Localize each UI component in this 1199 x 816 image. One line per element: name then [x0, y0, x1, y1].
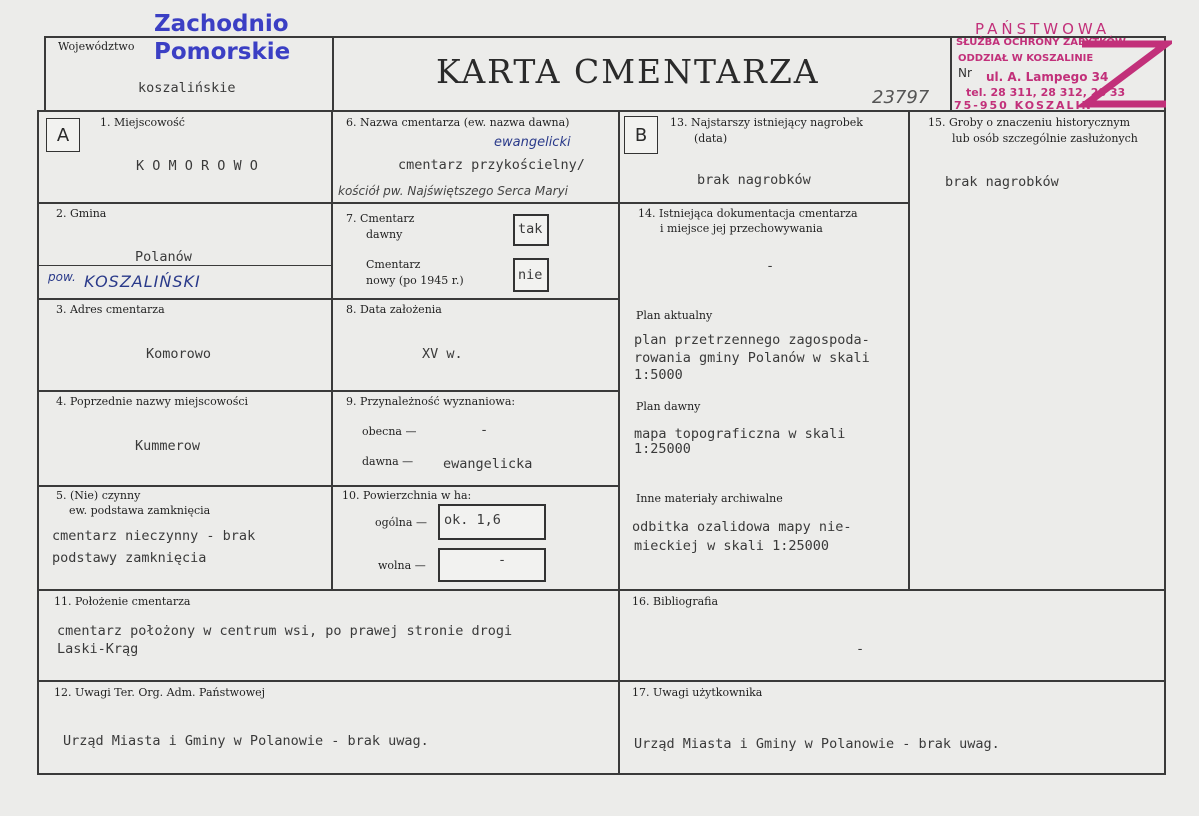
- field-16-label: 16. Bibliografia: [632, 595, 719, 608]
- region-stamp-line2: Pomorskie: [154, 39, 291, 65]
- voivodeship-value: koszalińskie: [138, 80, 236, 96]
- stamp-z-mark: [1078, 38, 1172, 112]
- card-title: KARTA CMENTARZA: [436, 52, 820, 91]
- field-12-label: 12. Uwagi Ter. Org. Adm. Państwowej: [54, 686, 266, 699]
- field-5-value-line2: podstawy zamknięcia: [52, 550, 207, 566]
- field-10-free-label: wolna —: [378, 559, 426, 572]
- field-6-hand-bottom: kościół pw. Najświętszego Serca Maryi: [338, 184, 569, 198]
- field-8-value: XV w.: [422, 346, 463, 362]
- field-14-value: -: [766, 258, 775, 274]
- field-15-label-line1: 15. Groby o znaczeniu historycznym: [928, 116, 1131, 129]
- field-14-label-line2: i miejsce jej przechowywania: [660, 222, 823, 235]
- cemetery-record-card: Województwo koszalińskie Zachodnio Pomorskie KARTA CMENTARZA 23797 PAŃSTWOWA SŁUŻBA OCHRONY ZABYTKÓW ODDZIAŁ W KOSZALINIE Nr ul. A. Lampego 34 tel. 28 311, 28 312, 28 33 75-950 KOSZALIN A 1. Miejscowość K O M O R O W O 2. Gmina Polanów pow. KOSZALIŃSKI 3. Adres cmentarza Komorowo 4. Poprzednie nazwy miejscowości Kummerow 5. (Nie) czynny ew. podstawa zamknięcia cmentarz nieczynny - brak podstawy zamknięcia 6. Nazwa cmentarza (ew. nazwa dawna) ewangelicki cmentarz przykościelny/ kościół pw. Najświętszego Serca Maryi 7. Cmentarz dawny tak Cmentarz nowy (po 1945 r.) nie 8. Data założenia XV w. 9. Przynależność wyznaniowa: obecna — - dawna — ewangelicka 10. Powierzchnia w ha: ogólna — ok. 1,6 wolna — - B 13. Najstarszy istniejący nagrobek (data) brak nagrobków 14. Istniejąca dokumentacja cmentarza i miejsce jej przechowywania - Plan aktualny plan przetrzennego zagospoda- rowania gminy Polanów w skali 1:5000 Plan dawny mapa topograficzna w skali 1:25000 Inne materiały archiwalne odbitka ozalidowa mapy nie- mieckiej w skali 1:25000 15. Groby o znaczeniu historycznym lub osób szczególnie zasłużonych brak nagrobków 11. Położenie cmentarza cmentarz położony w centrum wsi, po prawej stronie drogi Laski-Krąg 16. Bibliografia - 12. Uwagi Ter. Org. Adm. Państwowej Urząd Miasta i Gminy w Polanowie - brak uwag. 17. Uwagi użytkownika Urząd Miasta i Gminy w Polanowie - brak uwag.: [0, 0, 1199, 816]
- field-6-label: 6. Nazwa cmentarza (ew. nazwa dawna): [346, 116, 570, 129]
- field-9-current-value: -: [480, 422, 489, 438]
- region-stamp-line1: Zachodnio: [154, 11, 289, 37]
- field-1-value: K O M O R O W O: [136, 158, 258, 174]
- handwritten-number: 23797: [872, 87, 930, 108]
- section-b-box: B: [624, 116, 658, 154]
- field-3-label: 3. Adres cmentarza: [56, 303, 165, 316]
- field-13-label-line2: (data): [694, 132, 728, 145]
- field-5-value-line1: cmentarz nieczynny - brak: [52, 528, 256, 544]
- field-10-label: 10. Powierzchnia w ha:: [342, 489, 472, 502]
- plan-current-line3: 1:5000: [634, 367, 683, 383]
- field-2-hand-prefix: pow.: [48, 270, 76, 284]
- field-9-former-label: dawna —: [362, 455, 414, 468]
- field-8-label: 8. Data założenia: [346, 303, 442, 316]
- other-materials-line1: odbitka ozalidowa mapy nie-: [632, 519, 852, 535]
- field-11-label: 11. Położenie cmentarza: [54, 595, 191, 608]
- form-frame: [37, 110, 1166, 775]
- field-7b-label-1: Cmentarz: [366, 258, 421, 271]
- field-7b-label-2: nowy (po 1945 r.): [366, 274, 464, 287]
- field-17-label: 17. Uwagi użytkownika: [632, 686, 763, 699]
- field-12-value: Urząd Miasta i Gminy w Polanowie - brak uwag.: [63, 733, 429, 749]
- plan-former-label: Plan dawny: [636, 400, 701, 413]
- old-cemetery-box: [513, 214, 549, 246]
- new-cemetery-box: [513, 258, 549, 292]
- field-9-label: 9. Przynależność wyznaniowa:: [346, 395, 516, 408]
- field-16-value: -: [856, 641, 865, 657]
- field-4-value: Kummerow: [135, 438, 201, 454]
- other-materials-line2: mieckiej w skali 1:25000: [634, 538, 830, 554]
- plan-former-line1: mapa topograficzna w skali: [634, 426, 846, 442]
- area-total-value: ok. 1,6: [444, 512, 501, 528]
- field-7-label-2: dawny: [366, 228, 403, 241]
- field-6-value: cmentarz przykościelny/: [398, 157, 585, 173]
- field-7-label: 7. Cmentarz: [346, 212, 415, 225]
- voivodeship-label: Województwo: [58, 40, 135, 53]
- field-11-value-line1: cmentarz położony w centrum wsi, po prawej stronie drogi: [57, 623, 513, 639]
- field-9-current-label: obecna —: [362, 425, 417, 438]
- plan-current-label: Plan aktualny: [636, 309, 713, 322]
- field-10-total-label: ogólna —: [375, 516, 427, 529]
- plan-current-line2: rowania gminy Polanów w skali: [634, 350, 870, 366]
- field-14-label-line1: 14. Istniejąca dokumentacja cmentarza: [638, 207, 858, 220]
- field-2-value: Polanów: [135, 249, 192, 265]
- plan-former-line2: 1:25000: [634, 441, 691, 457]
- area-total-box: [438, 504, 546, 540]
- field-13-value: brak nagrobków: [697, 172, 811, 188]
- old-cemetery-value: tak: [518, 221, 543, 237]
- new-cemetery-value: nie: [518, 267, 543, 283]
- field-5-label-line1: 5. (Nie) czynny: [56, 489, 141, 502]
- field-5-label-line2: ew. podstawa zamknięcia: [69, 504, 211, 517]
- field-15-label-line2: lub osób szczególnie zasłużonych: [952, 132, 1138, 145]
- field-1-label: 1. Miejscowość: [100, 116, 185, 129]
- field-13-label-line1: 13. Najstarszy istniejący nagrobek: [670, 116, 863, 129]
- field-6-hand-top: ewangelicki: [494, 135, 571, 150]
- field-2-hand-value: KOSZALIŃSKI: [84, 272, 201, 291]
- plan-current-line1: plan przetrzennego zagospoda-: [634, 332, 870, 348]
- other-materials-label: Inne materiały archiwalne: [636, 492, 783, 505]
- area-free-box: [438, 548, 546, 582]
- area-free-value: -: [498, 552, 507, 568]
- section-a-box: A: [46, 118, 80, 152]
- field-2-label: 2. Gmina: [56, 207, 107, 220]
- field-15-value: brak nagrobków: [945, 174, 1059, 190]
- field-4-label: 4. Poprzednie nazwy miejscowości: [56, 395, 249, 408]
- field-9-former-value: ewangelicka: [443, 456, 533, 472]
- field-3-value: Komorowo: [146, 346, 212, 362]
- field-11-value-line2: Laski-Krąg: [57, 641, 139, 657]
- field-17-value: Urząd Miasta i Gminy w Polanowie - brak uwag.: [634, 736, 1000, 752]
